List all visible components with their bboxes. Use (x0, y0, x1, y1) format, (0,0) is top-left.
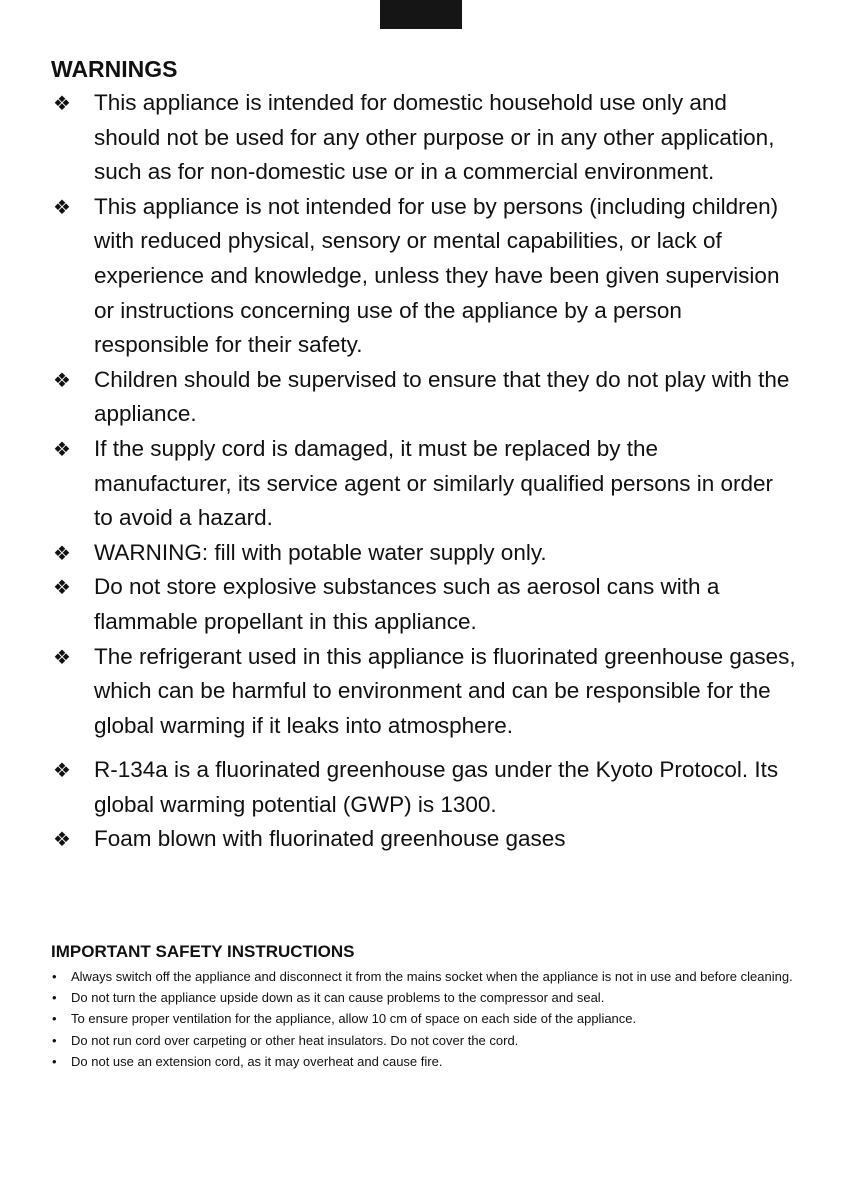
warning-item (51, 570, 796, 639)
warning-text: This appliance is intended for domestic household use only and should not be used for any other purpose or in any other application, such as for non-domestic use or in a commercial environment. (94, 90, 775, 185)
safety-item (51, 1030, 796, 1051)
safety-text: Do not use an extension cord, as it may overheat and cause fire. (71, 1053, 443, 1069)
safety-item (51, 987, 796, 1008)
round-bullet-icon: • (52, 1032, 57, 1048)
warning-item (51, 363, 796, 432)
four-diamond-icon: ❖ (53, 575, 71, 600)
four-diamond-icon: ❖ (53, 827, 71, 852)
four-diamond-icon: ❖ (53, 194, 71, 219)
warning-item (51, 536, 796, 571)
warnings-title: WARNINGS (51, 56, 178, 82)
warning-item (51, 753, 796, 822)
warning-text: Foam blown with fluorinated greenhouse gases (94, 826, 566, 852)
four-diamond-icon: ❖ (53, 91, 71, 115)
warnings-list (51, 86, 796, 857)
four-diamond-icon: ❖ (53, 367, 71, 392)
safety-instructions-title: IMPORTANT SAFETY INSTRUCTIONS (51, 942, 355, 961)
safety-item (51, 966, 796, 987)
warning-text: R-134a is a fluorinated greenhouse gas under the Kyoto Protocol. Its global warming potential (GWP) is 1300. (94, 757, 779, 817)
four-diamond-icon: ❖ (53, 758, 71, 783)
safety-item (51, 1008, 796, 1029)
warning-text: Children should be supervised to ensure that they do not play with the appliance. (94, 366, 790, 427)
safety-text: Do not turn the appliance upside down as it can cause problems to the compressor and seal. (71, 990, 605, 1006)
four-diamond-icon: ❖ (53, 540, 71, 565)
round-bullet-icon: • (52, 990, 57, 1006)
round-bullet-icon: • (52, 969, 57, 984)
safety-text: Do not run cord over carpeting or other heat insulators. Do not cover the cord. (71, 1032, 519, 1048)
safety-instructions-list (51, 966, 796, 1072)
warning-item (51, 432, 796, 536)
safety-text: To ensure proper ventilation for the appliance, allow 10 cm of space on each side of the appliance. (71, 1011, 637, 1027)
warning-text: Do not store explosive substances such as aerosol cans with a flammable propellant in this appliance. (94, 574, 720, 634)
safety-item (51, 1051, 796, 1072)
four-diamond-icon: ❖ (53, 436, 71, 461)
warning-text: If the supply cord is damaged, it must be replaced by the manufacturer, its service agent or similarly qualified persons in order to avoid a hazard. (94, 435, 774, 531)
safety-text: Always switch off the appliance and disconnect it from the mains socket when the appliance is not in use and before cleaning. (71, 969, 793, 984)
warning-item (51, 822, 796, 857)
round-bullet-icon: • (52, 1011, 57, 1027)
warning-text: This appliance is not intended for use by persons (including children) with reduced physical, sensory or mental capabilities, or lack of experience and knowledge, unless they have been given supervision or instructions concerning use of the appliance by a person responsible for their safety. (94, 193, 780, 358)
warning-text: The refrigerant used in this appliance is fluorinated greenhouse gases, which can be harmful to environment and can be responsible for the global warming if it leaks into atmosphere. (94, 643, 796, 738)
round-bullet-icon: • (52, 1053, 57, 1069)
warning-item (51, 86, 796, 190)
page-header-tab (380, 0, 462, 29)
warning-item (51, 190, 796, 363)
warning-text: WARNING: fill with potable water supply only. (94, 539, 547, 565)
warning-item (51, 640, 796, 744)
four-diamond-icon: ❖ (53, 644, 71, 669)
